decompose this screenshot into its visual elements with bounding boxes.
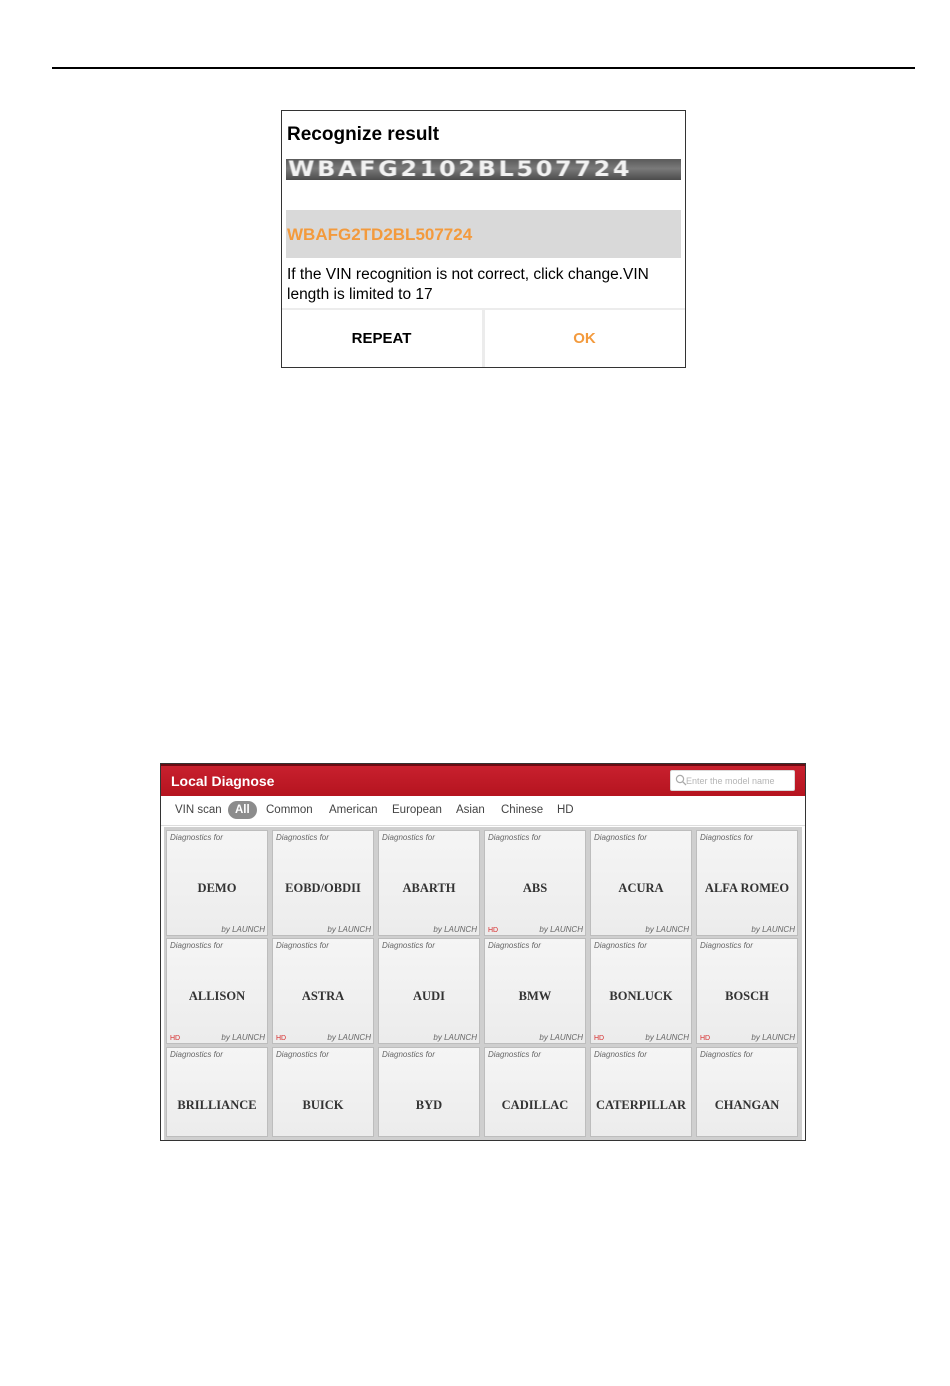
vehicle-name: ASTRA	[301, 989, 345, 1003]
vin-captured-image	[286, 159, 681, 180]
vehicle-name: BMW	[518, 989, 552, 1003]
panel-header	[161, 764, 805, 796]
tab-american[interactable]: American	[329, 804, 378, 816]
tile-suffix-label: by LAUNCH	[539, 1033, 583, 1042]
page-header-rule	[52, 67, 915, 69]
vehicle-tile[interactable]	[272, 830, 374, 936]
vehicle-name: DEMO	[197, 881, 237, 895]
hd-badge: HD	[276, 1035, 287, 1042]
tile-prefix-label: Diagnostics for	[700, 1050, 753, 1059]
tile-suffix-label: by LAUNCH	[433, 925, 477, 934]
vehicle-name: ALFA ROMEO	[704, 881, 790, 895]
hd-badge: HD	[700, 1035, 711, 1042]
hd-badge: HD	[594, 1035, 605, 1042]
tile-suffix-label: by LAUNCH	[751, 1033, 795, 1042]
vehicle-tile[interactable]	[484, 1047, 586, 1137]
vehicle-tile[interactable]	[484, 830, 586, 936]
tile-prefix-label: Diagnostics for	[382, 833, 435, 842]
tile-prefix-label: Diagnostics for	[170, 1050, 223, 1059]
vehicle-name: CATERPILLAR	[595, 1098, 687, 1112]
vehicle-tile[interactable]	[166, 830, 268, 936]
tab-hd[interactable]: HD	[557, 804, 574, 816]
vehicle-tile[interactable]	[590, 830, 692, 936]
dialog-hint: If the VIN recognition is not correct, click change.VIN length is limited to 17	[287, 266, 649, 303]
vehicle-tile[interactable]	[696, 938, 798, 1044]
tile-suffix-label: by LAUNCH	[539, 925, 583, 934]
vehicle-name: ACURA	[618, 881, 664, 895]
tab-vin-scan[interactable]: VIN scan	[175, 804, 222, 816]
tile-prefix-label: Diagnostics for	[170, 833, 223, 842]
hd-badge: HD	[170, 1035, 181, 1042]
dialog-title: Recognize result	[287, 124, 440, 145]
vehicle-tile[interactable]	[378, 938, 480, 1044]
tab-all[interactable]: All	[228, 801, 257, 819]
vehicle-name: BUICK	[302, 1098, 344, 1112]
search-input[interactable]	[686, 772, 792, 789]
vehicle-tile[interactable]	[484, 938, 586, 1044]
tab-common[interactable]: Common	[266, 804, 313, 816]
tile-prefix-label: Diagnostics for	[594, 1050, 647, 1059]
tile-prefix-label: Diagnostics for	[700, 941, 753, 950]
search-box	[670, 770, 795, 791]
vehicle-tile[interactable]	[696, 1047, 798, 1137]
tile-suffix-label: by LAUNCH	[327, 1033, 371, 1042]
tile-suffix-label: by LAUNCH	[221, 925, 265, 934]
recognize-result-dialog	[281, 110, 686, 368]
tile-suffix-label: by LAUNCH	[645, 925, 689, 934]
vin-result-field[interactable]	[286, 210, 681, 258]
local-diagnose-panel	[160, 763, 806, 1141]
repeat-button[interactable]: REPEAT	[351, 330, 412, 347]
vehicle-tile[interactable]	[272, 938, 374, 1044]
vehicle-tile[interactable]	[696, 830, 798, 936]
vehicle-name: BYD	[415, 1098, 443, 1112]
vehicle-name: AUDI	[413, 989, 445, 1003]
vehicle-tile[interactable]	[590, 1047, 692, 1137]
tile-prefix-label: Diagnostics for	[382, 1050, 435, 1059]
tile-suffix-label: by LAUNCH	[645, 1033, 689, 1042]
vehicle-name: EOBD/OBDII	[285, 881, 361, 895]
tab-european[interactable]: European	[392, 804, 442, 816]
hd-badge: HD	[488, 927, 499, 934]
tile-prefix-label: Diagnostics for	[488, 941, 541, 950]
tile-suffix-label: by LAUNCH	[221, 1033, 265, 1042]
tile-prefix-label: Diagnostics for	[488, 833, 541, 842]
tile-prefix-label: Diagnostics for	[488, 1050, 541, 1059]
tile-suffix-label: by LAUNCH	[751, 925, 795, 934]
tile-suffix-label: by LAUNCH	[433, 1033, 477, 1042]
vehicle-name: CHANGAN	[714, 1098, 780, 1112]
tile-prefix-label: Diagnostics for	[276, 1050, 329, 1059]
vin-result-text: WBAFG2TD2BL507724	[287, 225, 473, 244]
tile-prefix-label: Diagnostics for	[382, 941, 435, 950]
vehicle-name: ABS	[522, 881, 548, 895]
tile-prefix-label: Diagnostics for	[276, 941, 329, 950]
vehicle-tile[interactable]	[166, 1047, 268, 1137]
vehicle-tile[interactable]	[166, 938, 268, 1044]
vehicle-grid	[164, 827, 802, 1140]
tile-prefix-label: Diagnostics for	[700, 833, 753, 842]
vehicle-name: ALLISON	[188, 989, 246, 1003]
vehicle-tile[interactable]	[590, 938, 692, 1044]
vehicle-name: ABARTH	[402, 881, 456, 895]
vin-image-text: WBAFG2102BL507724	[288, 159, 633, 180]
vehicle-name: BOSCH	[725, 989, 769, 1003]
tab-asian[interactable]: Asian	[456, 804, 485, 816]
vehicle-name: BRILLIANCE	[177, 1098, 257, 1112]
vehicle-tile[interactable]	[272, 1047, 374, 1137]
vehicle-name: BONLUCK	[609, 989, 673, 1003]
vehicle-tile[interactable]	[378, 830, 480, 936]
tile-prefix-label: Diagnostics for	[594, 941, 647, 950]
vehicle-name: CADILLAC	[501, 1098, 569, 1112]
tab-chinese[interactable]: Chinese	[501, 804, 544, 816]
tile-suffix-label: by LAUNCH	[327, 925, 371, 934]
vehicle-tile[interactable]	[378, 1047, 480, 1137]
ok-button[interactable]: OK	[573, 330, 596, 347]
category-tabs	[161, 796, 805, 826]
panel-title: Local Diagnose	[171, 773, 275, 789]
tile-prefix-label: Diagnostics for	[276, 833, 329, 842]
tile-prefix-label: Diagnostics for	[594, 833, 647, 842]
tile-prefix-label: Diagnostics for	[170, 941, 223, 950]
